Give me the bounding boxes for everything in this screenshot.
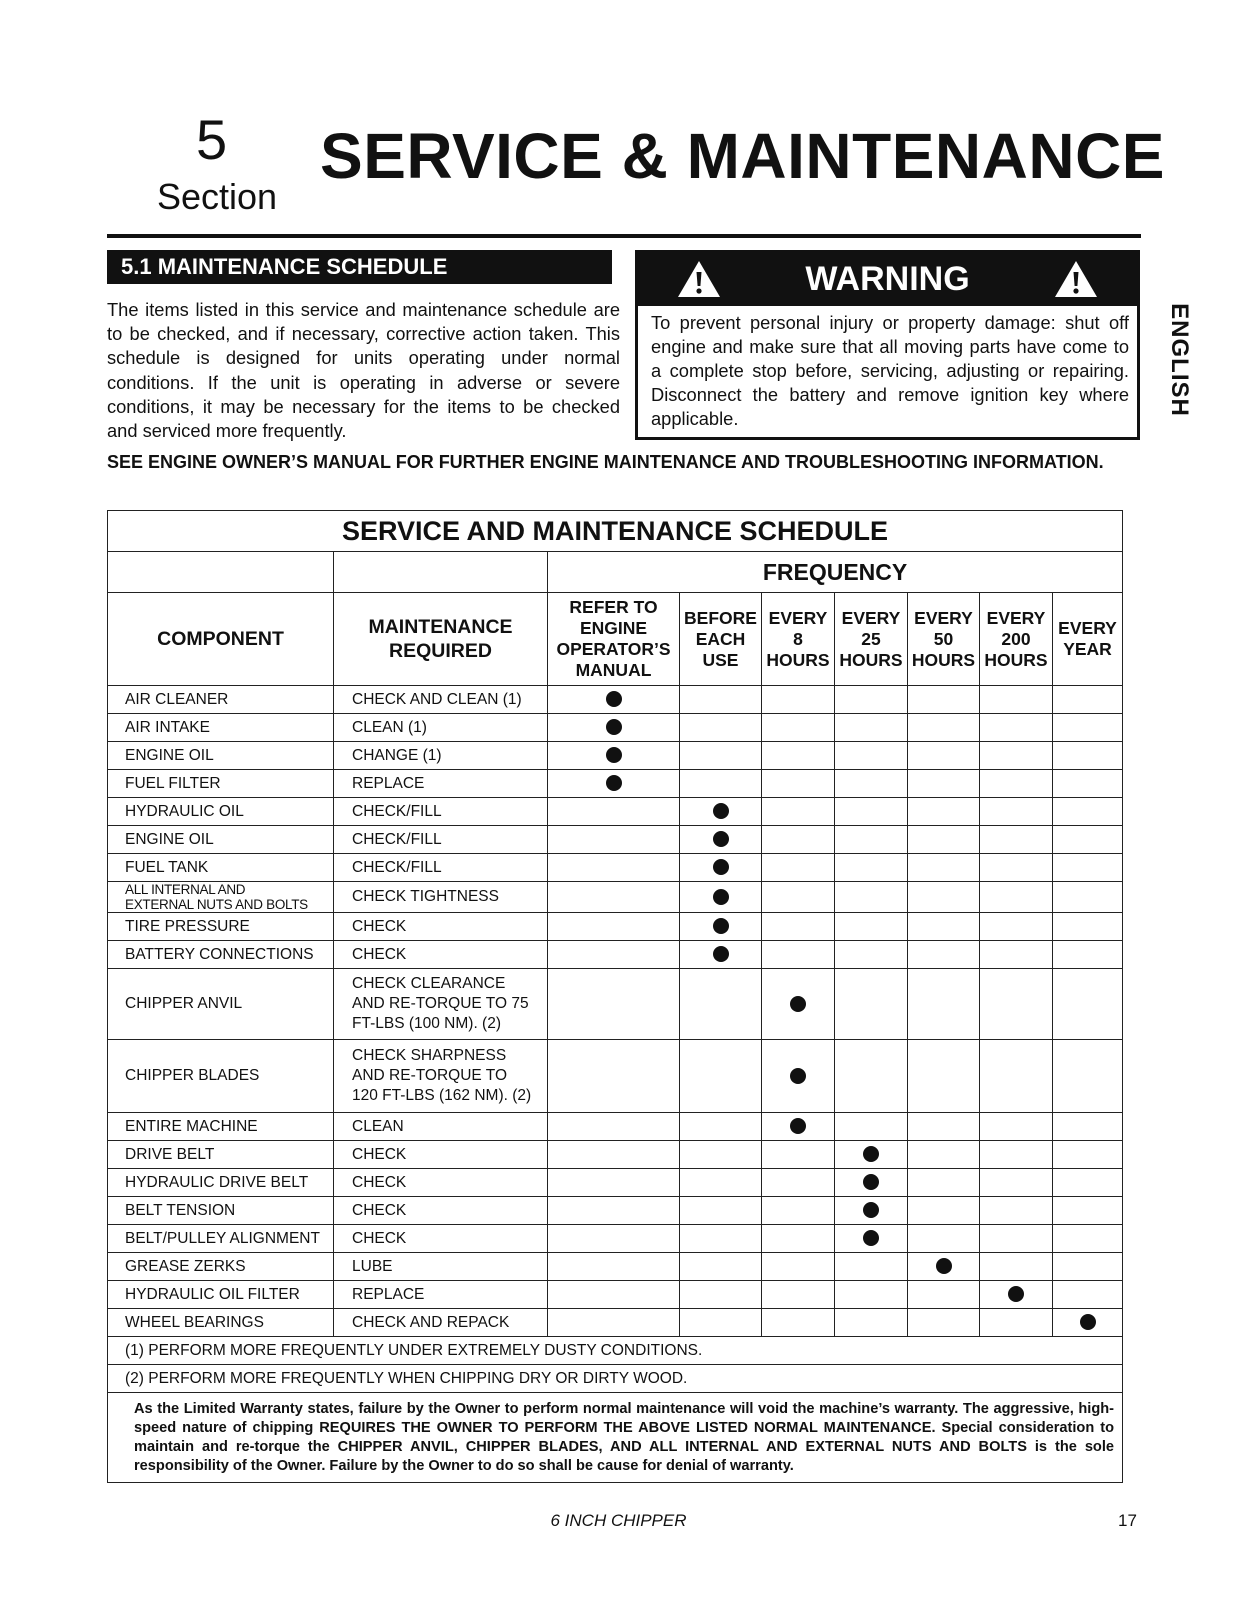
frequency-cell <box>548 913 680 941</box>
maintenance-cell: CHECK AND REPACK <box>334 1309 548 1337</box>
component-cell: FUEL TANK <box>108 854 334 882</box>
frequency-cell <box>835 1040 908 1113</box>
table-row <box>108 913 1123 941</box>
maintenance-cell: CHECK AND CLEAN (1) <box>334 686 548 714</box>
frequency-cell <box>1053 1281 1123 1309</box>
table-row <box>108 854 1123 882</box>
schedule-dot-icon <box>713 889 729 905</box>
maintenance-cell: REPLACE <box>334 1281 548 1309</box>
frequency-cell <box>680 1113 762 1141</box>
frequency-cell <box>908 826 980 854</box>
frequency-cell <box>548 1169 680 1197</box>
component-cell: FUEL FILTER <box>108 770 334 798</box>
header-every-25-hours: EVERY 25 HOURS <box>835 593 908 686</box>
maintenance-schedule-table <box>107 510 1123 1483</box>
frequency-cell <box>908 882 980 913</box>
frequency-cell <box>835 1309 908 1337</box>
frequency-cell <box>908 969 980 1040</box>
frequency-cell <box>980 913 1053 941</box>
maintenance-cell: CHECK SHARPNESS AND RE-TORQUE TO 120 FT-LBS (162 NM). (2) <box>334 1040 548 1113</box>
frequency-cell <box>835 686 908 714</box>
header-every-50-hours: EVERY 50 HOURS <box>908 593 980 686</box>
footer-title: 6 INCH CHIPPER <box>550 1511 687 1530</box>
schedule-dot-icon <box>606 719 622 735</box>
schedule-dot-icon <box>1080 1314 1096 1330</box>
frequency-cell <box>1053 854 1123 882</box>
schedule-dot-icon <box>790 996 806 1012</box>
table-title: SERVICE AND MAINTENANCE SCHEDULE <box>108 511 1123 552</box>
frequency-cell <box>980 1281 1053 1309</box>
schedule-dot-icon <box>863 1146 879 1162</box>
frequency-cell <box>835 1197 908 1225</box>
frequency-cell <box>548 686 680 714</box>
frequency-cell <box>980 714 1053 742</box>
table-row <box>108 882 1123 913</box>
frequency-cell <box>908 1113 980 1141</box>
frequency-cell <box>908 1197 980 1225</box>
frequency-cell <box>835 1253 908 1281</box>
frequency-cell <box>680 1040 762 1113</box>
maintenance-cell: LUBE <box>334 1253 548 1281</box>
table-row <box>108 941 1123 969</box>
frequency-cell <box>908 1141 980 1169</box>
frequency-cell <box>680 770 762 798</box>
frequency-cell <box>762 798 835 826</box>
frequency-cell <box>680 941 762 969</box>
maintenance-cell: CHECK <box>334 1141 548 1169</box>
frequency-cell <box>680 714 762 742</box>
maintenance-cell: CLEAN <box>334 1113 548 1141</box>
frequency-cell <box>908 913 980 941</box>
frequency-cell <box>835 770 908 798</box>
header-rule <box>107 234 1141 238</box>
table-row <box>108 686 1123 714</box>
maintenance-cell: CHECK/FILL <box>334 826 548 854</box>
frequency-cell <box>908 941 980 969</box>
table-row <box>108 798 1123 826</box>
maintenance-cell: REPLACE <box>334 770 548 798</box>
table-row <box>108 714 1123 742</box>
component-cell: HYDRAULIC OIL <box>108 798 334 826</box>
frequency-cell <box>762 882 835 913</box>
component-cell: ENTIRE MACHINE <box>108 1113 334 1141</box>
frequency-cell <box>980 1197 1053 1225</box>
component-cell: HYDRAULIC OIL FILTER <box>108 1281 334 1309</box>
frequency-cell <box>980 742 1053 770</box>
frequency-cell <box>980 1309 1053 1337</box>
footnote: (2) PERFORM MORE FREQUENTLY WHEN CHIPPING DRY OR DIRTY WOOD. <box>108 1365 1123 1393</box>
frequency-cell <box>680 1197 762 1225</box>
component-cell: CHIPPER ANVIL <box>108 969 334 1040</box>
header-every-200-hours: EVERY 200 HOURS <box>980 593 1053 686</box>
frequency-cell <box>835 941 908 969</box>
frequency-cell <box>980 882 1053 913</box>
frequency-cell <box>762 826 835 854</box>
frequency-cell <box>1053 882 1123 913</box>
frequency-cell <box>680 854 762 882</box>
frequency-cell <box>680 742 762 770</box>
schedule-dot-icon <box>713 803 729 819</box>
header-maintenance: MAINTENANCE REQUIRED <box>334 593 548 686</box>
frequency-cell <box>908 742 980 770</box>
header-refer-manual: REFER TO ENGINE OPERATOR’S MANUAL <box>548 593 680 686</box>
frequency-cell <box>980 1169 1053 1197</box>
frequency-cell <box>762 913 835 941</box>
subsection-heading: 5.1 MAINTENANCE SCHEDULE <box>107 250 612 284</box>
table-row <box>108 1113 1123 1141</box>
frequency-cell <box>1053 1309 1123 1337</box>
frequency-cell <box>980 770 1053 798</box>
frequency-cell <box>835 742 908 770</box>
frequency-cell <box>835 913 908 941</box>
frequency-cell <box>908 854 980 882</box>
frequency-cell <box>1053 1169 1123 1197</box>
frequency-cell <box>762 1141 835 1169</box>
page-number: 17 <box>1118 1511 1137 1530</box>
frequency-cell <box>680 1225 762 1253</box>
frequency-cell <box>980 941 1053 969</box>
frequency-cell <box>548 1253 680 1281</box>
maintenance-cell: CHECK CLEARANCE AND RE-TORQUE TO 75 FT-LBS (100 NM). (2) <box>334 969 548 1040</box>
blank-header-cell <box>108 552 334 593</box>
frequency-cell <box>835 798 908 826</box>
frequency-cell <box>548 882 680 913</box>
frequency-cell <box>548 770 680 798</box>
maintenance-cell: CHECK TIGHTNESS <box>334 882 548 913</box>
frequency-cell <box>980 1253 1053 1281</box>
maintenance-cell: CHECK <box>334 1197 548 1225</box>
frequency-cell <box>1053 969 1123 1040</box>
frequency-cell <box>680 913 762 941</box>
frequency-cell <box>762 770 835 798</box>
frequency-cell <box>908 1253 980 1281</box>
component-cell: ENGINE OIL <box>108 742 334 770</box>
frequency-cell <box>908 1169 980 1197</box>
frequency-cell <box>908 714 980 742</box>
frequency-cell <box>762 941 835 969</box>
table-row <box>108 1197 1123 1225</box>
schedule-dot-icon <box>863 1202 879 1218</box>
language-label: ENGLISH <box>1166 303 1193 417</box>
maintenance-cell: CHANGE (1) <box>334 742 548 770</box>
frequency-cell <box>548 1281 680 1309</box>
frequency-cell <box>680 969 762 1040</box>
schedule-dot-icon <box>606 775 622 791</box>
frequency-cell <box>680 798 762 826</box>
frequency-cell <box>762 1197 835 1225</box>
frequency-cell <box>762 1113 835 1141</box>
frequency-cell <box>762 1281 835 1309</box>
frequency-cell <box>1053 770 1123 798</box>
frequency-cell <box>1053 798 1123 826</box>
frequency-cell <box>980 686 1053 714</box>
schedule-dot-icon <box>790 1068 806 1084</box>
table-row <box>108 1141 1123 1169</box>
page-title: SERVICE & MAINTENANCE <box>320 120 1165 192</box>
column-header-row <box>108 593 1123 686</box>
frequency-cell <box>680 686 762 714</box>
warning-box <box>635 250 1140 440</box>
frequency-cell <box>548 798 680 826</box>
component-cell: ALL INTERNAL AND EXTERNAL NUTS AND BOLTS <box>108 882 334 913</box>
frequency-cell <box>1053 714 1123 742</box>
frequency-cell <box>762 1309 835 1337</box>
disclaimer-row <box>108 1393 1123 1483</box>
frequency-cell <box>835 1113 908 1141</box>
table-row <box>108 1169 1123 1197</box>
frequency-cell <box>1053 1253 1123 1281</box>
component-cell: AIR CLEANER <box>108 686 334 714</box>
frequency-cell <box>908 1309 980 1337</box>
frequency-cell <box>762 1169 835 1197</box>
maintenance-cell: CHECK/FILL <box>334 854 548 882</box>
frequency-cell <box>835 1169 908 1197</box>
component-cell: TIRE PRESSURE <box>108 913 334 941</box>
component-cell: BATTERY CONNECTIONS <box>108 941 334 969</box>
table-row <box>108 1225 1123 1253</box>
frequency-cell <box>980 1040 1053 1113</box>
frequency-cell <box>908 770 980 798</box>
frequency-cell <box>1053 686 1123 714</box>
schedule-dot-icon <box>606 691 622 707</box>
schedule-dot-icon <box>713 946 729 962</box>
blank-header-cell <box>334 552 548 593</box>
frequency-cell <box>908 1281 980 1309</box>
frequency-cell <box>762 1225 835 1253</box>
language-tab <box>1144 292 1214 428</box>
frequency-cell <box>835 714 908 742</box>
warning-bar <box>638 253 1137 306</box>
header-every-year: EVERY YEAR <box>1053 593 1123 686</box>
table-row <box>108 826 1123 854</box>
frequency-header: FREQUENCY <box>548 552 1123 593</box>
table-row <box>108 1281 1123 1309</box>
frequency-cell <box>980 854 1053 882</box>
frequency-cell <box>548 742 680 770</box>
header-component: COMPONENT <box>108 593 334 686</box>
warranty-disclaimer: As the Limited Warranty states, failure by the Owner to perform normal maintenance will void the machine’s warranty. The aggressive, high-speed nature of chipping REQUIRES THE OWNER TO PERFORM THE ABOVE LISTED NORMAL MAINTENANCE. Special consideration to maintain and re-torque the CHIPPER ANVIL, CHIPPER BLADES, AND ALL INTERNAL AND EXTERNAL NUTS AND BOLTS is the sole responsibility of the Owner. Failure by the Owner to do so shall be cause for denial of warranty. <box>108 1393 1123 1483</box>
frequency-cell <box>548 941 680 969</box>
component-cell: CHIPPER BLADES <box>108 1040 334 1113</box>
intro-paragraph: The items listed in this service and maintenance schedule are to be checked, and if necessary, corrective action taken. This schedule is designed for units operating under normal conditions. If the unit is operating in adverse or severe conditions, it may be necessary for the items to be checked and serviced more frequently. <box>107 299 620 442</box>
maintenance-cell: CHECK <box>334 1225 548 1253</box>
frequency-cell <box>980 826 1053 854</box>
component-cell: AIR INTAKE <box>108 714 334 742</box>
table-row <box>108 770 1123 798</box>
footnote-row <box>108 1365 1123 1393</box>
engine-manual-note: SEE ENGINE OWNER’S MANUAL FOR FURTHER ENGINE MAINTENANCE AND TROUBLESHOOTING INFORMATION. <box>107 452 1104 472</box>
table-row <box>108 1040 1123 1113</box>
component-cell: GREASE ZERKS <box>108 1253 334 1281</box>
table-row <box>108 969 1123 1040</box>
frequency-cell <box>1053 1040 1123 1113</box>
header-every-8-hours: EVERY 8 HOURS <box>762 593 835 686</box>
frequency-cell <box>680 1169 762 1197</box>
footnote: (1) PERFORM MORE FREQUENTLY UNDER EXTREMELY DUSTY CONDITIONS. <box>108 1337 1123 1365</box>
maintenance-cell: CLEAN (1) <box>334 714 548 742</box>
frequency-cell <box>908 798 980 826</box>
frequency-cell <box>835 1225 908 1253</box>
frequency-cell <box>1053 1141 1123 1169</box>
maintenance-cell: CHECK <box>334 913 548 941</box>
table-row <box>108 742 1123 770</box>
frequency-cell <box>835 826 908 854</box>
frequency-cell <box>548 1309 680 1337</box>
frequency-cell <box>762 742 835 770</box>
schedule-dot-icon <box>936 1258 952 1274</box>
frequency-cell <box>762 714 835 742</box>
frequency-cell <box>835 882 908 913</box>
frequency-cell <box>980 798 1053 826</box>
frequency-cell <box>1053 1225 1123 1253</box>
schedule-dot-icon <box>713 859 729 875</box>
frequency-cell <box>548 714 680 742</box>
maintenance-cell: CHECK/FILL <box>334 798 548 826</box>
frequency-cell <box>908 686 980 714</box>
maintenance-cell: CHECK <box>334 941 548 969</box>
section-word: Section <box>157 176 278 217</box>
schedule-dot-icon <box>863 1174 879 1190</box>
frequency-cell <box>908 1225 980 1253</box>
frequency-cell <box>548 1040 680 1113</box>
frequency-cell <box>680 826 762 854</box>
frequency-cell <box>1053 1197 1123 1225</box>
frequency-cell <box>1053 913 1123 941</box>
frequency-cell <box>1053 826 1123 854</box>
component-cell: DRIVE BELT <box>108 1141 334 1169</box>
frequency-cell <box>762 1040 835 1113</box>
frequency-cell <box>680 1141 762 1169</box>
frequency-cell <box>980 969 1053 1040</box>
footnote-row <box>108 1337 1123 1365</box>
frequency-cell <box>548 1141 680 1169</box>
frequency-cell <box>762 969 835 1040</box>
frequency-cell <box>548 1113 680 1141</box>
frequency-cell <box>548 1197 680 1225</box>
frequency-cell <box>762 1253 835 1281</box>
schedule-dot-icon <box>790 1118 806 1134</box>
table-row <box>108 1309 1123 1337</box>
schedule-dot-icon <box>606 747 622 763</box>
warning-text: To prevent personal injury or property damage: shut off engine and make sure that all moving parts have come to a complete stop before, servicing, adjusting or repairing. Disconnect the battery and remove ignition key where applicable. <box>651 312 1129 429</box>
frequency-cell <box>835 969 908 1040</box>
frequency-cell <box>548 854 680 882</box>
schedule-dot-icon <box>1008 1286 1024 1302</box>
frequency-cell <box>908 1040 980 1113</box>
component-cell: HYDRAULIC DRIVE BELT <box>108 1169 334 1197</box>
frequency-cell <box>680 1253 762 1281</box>
frequency-cell <box>1053 1113 1123 1141</box>
frequency-cell <box>680 1309 762 1337</box>
frequency-cell <box>1053 941 1123 969</box>
frequency-cell <box>980 1141 1053 1169</box>
warning-triangle-icon <box>1053 259 1099 299</box>
frequency-cell <box>980 1225 1053 1253</box>
component-cell: ENGINE OIL <box>108 826 334 854</box>
frequency-cell <box>548 1225 680 1253</box>
frequency-cell <box>548 969 680 1040</box>
schedule-dot-icon <box>863 1230 879 1246</box>
frequency-cell <box>1053 742 1123 770</box>
schedule-dot-icon <box>713 918 729 934</box>
schedule-dot-icon <box>713 831 729 847</box>
table-row <box>108 1253 1123 1281</box>
section-number: 5 <box>196 108 228 171</box>
maintenance-cell: CHECK <box>334 1169 548 1197</box>
component-cell: WHEEL BEARINGS <box>108 1309 334 1337</box>
frequency-cell <box>680 882 762 913</box>
frequency-cell <box>835 1281 908 1309</box>
frequency-cell <box>835 854 908 882</box>
frequency-cell <box>680 1281 762 1309</box>
frequency-cell <box>762 686 835 714</box>
frequency-cell <box>548 826 680 854</box>
warning-title: WARNING <box>805 260 970 298</box>
frequency-cell <box>835 1141 908 1169</box>
header-before-use: BEFORE EACH USE <box>680 593 762 686</box>
component-cell: BELT/PULLEY ALIGNMENT <box>108 1225 334 1253</box>
component-cell: BELT TENSION <box>108 1197 334 1225</box>
frequency-cell <box>762 854 835 882</box>
frequency-cell <box>980 1113 1053 1141</box>
